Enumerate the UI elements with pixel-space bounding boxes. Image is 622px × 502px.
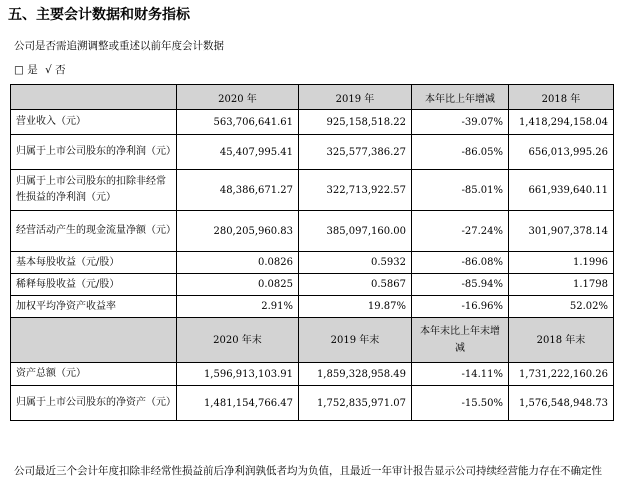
header-cell bbox=[11, 85, 177, 110]
header-row bbox=[11, 85, 614, 110]
cell-value: 2.91% bbox=[177, 296, 299, 318]
cell-value: 1,481,154,766.47 bbox=[177, 386, 299, 421]
cell-value: 52.02% bbox=[509, 296, 614, 318]
cell-value: -85.94% bbox=[412, 274, 509, 296]
header-cell: 2019 年 bbox=[299, 85, 412, 110]
cell-value: 0.0825 bbox=[177, 274, 299, 296]
restatement-answer bbox=[14, 62, 70, 77]
financial-data-table bbox=[10, 84, 614, 421]
cell-value: 0.0826 bbox=[177, 252, 299, 274]
row-label: 加权平均净资产收益率 bbox=[11, 296, 177, 318]
row-label: 经营活动产生的现金流量净额（元） bbox=[11, 211, 177, 252]
header-cell: 2019 年末 bbox=[299, 318, 412, 363]
row-label: 资产总额（元） bbox=[11, 363, 177, 386]
cell-value: -15.50% bbox=[412, 386, 509, 421]
cell-value: 0.5867 bbox=[299, 274, 412, 296]
section-heading: 五、主要会计数据和财务指标 bbox=[8, 7, 190, 23]
table-row bbox=[11, 135, 614, 170]
cell-value: -85.01% bbox=[412, 170, 509, 211]
cell-value: 45,407,995.41 bbox=[177, 135, 299, 170]
cell-value: 0.5932 bbox=[299, 252, 412, 274]
cell-value: 1.1996 bbox=[509, 252, 614, 274]
row-label: 营业收入（元） bbox=[11, 110, 177, 135]
cell-value: 385,097,160.00 bbox=[299, 211, 412, 252]
cell-value: -39.07% bbox=[412, 110, 509, 135]
cell-value: 1,596,913,103.91 bbox=[177, 363, 299, 386]
header-row bbox=[11, 318, 614, 363]
going-concern-note: 公司最近三个会计年度扣除非经常性损益前后净利润孰低者均为负值，且最近一年审计报告显示公司持续经营能力存在不确定性 bbox=[14, 465, 602, 477]
cell-value: 1,859,328,958.49 bbox=[299, 363, 412, 386]
cell-value: 301,907,378.14 bbox=[509, 211, 614, 252]
row-label: 归属于上市公司股东的扣除非经常性损益的净利润（元） bbox=[11, 170, 177, 211]
table-row bbox=[11, 211, 614, 252]
cell-value: 563,706,641.61 bbox=[177, 110, 299, 135]
header-cell: 本年比上年增减 bbox=[412, 85, 509, 110]
option-no: √ 否 bbox=[45, 64, 66, 76]
cell-value: 1,418,294,158.04 bbox=[509, 110, 614, 135]
restatement-question: 公司是否需追溯调整或重述以前年度会计数据 bbox=[14, 40, 224, 52]
cell-value: 661,939,640.11 bbox=[509, 170, 614, 211]
cell-value: -86.05% bbox=[412, 135, 509, 170]
table-row bbox=[11, 252, 614, 274]
cell-value: 1,576,548,948.73 bbox=[509, 386, 614, 421]
cell-value: 322,713,922.57 bbox=[299, 170, 412, 211]
table-row bbox=[11, 274, 614, 296]
cell-value: -86.08% bbox=[412, 252, 509, 274]
cell-value: -27.24% bbox=[412, 211, 509, 252]
cell-value: 1.1798 bbox=[509, 274, 614, 296]
option-yes: □ 是 bbox=[14, 64, 38, 76]
header-cell: 2020 年 bbox=[177, 85, 299, 110]
header-cell: 2018 年 bbox=[509, 85, 614, 110]
cell-value: 48,386,671.27 bbox=[177, 170, 299, 211]
table-row bbox=[11, 110, 614, 135]
header-cell bbox=[11, 318, 177, 363]
header-cell: 2018 年末 bbox=[509, 318, 614, 363]
row-label: 归属于上市公司股东的净资产（元） bbox=[11, 386, 177, 421]
row-label: 归属于上市公司股东的净利润（元） bbox=[11, 135, 177, 170]
header-cell: 2020 年末 bbox=[177, 318, 299, 363]
cell-value: -14.11% bbox=[412, 363, 509, 386]
row-label: 稀释每股收益（元/股） bbox=[11, 274, 177, 296]
table-row bbox=[11, 363, 614, 386]
cell-value: 925,158,518.22 bbox=[299, 110, 412, 135]
cell-value: 19.87% bbox=[299, 296, 412, 318]
table-row bbox=[11, 170, 614, 211]
header-cell: 本年末比上年末增减 bbox=[412, 318, 509, 363]
cell-value: 656,013,995.26 bbox=[509, 135, 614, 170]
cell-value: -16.96% bbox=[412, 296, 509, 318]
table-row bbox=[11, 296, 614, 318]
row-label: 基本每股收益（元/股） bbox=[11, 252, 177, 274]
cell-value: 1,752,835,971.07 bbox=[299, 386, 412, 421]
cell-value: 325,577,386.27 bbox=[299, 135, 412, 170]
table-row bbox=[11, 386, 614, 421]
cell-value: 1,731,222,160.26 bbox=[509, 363, 614, 386]
cell-value: 280,205,960.83 bbox=[177, 211, 299, 252]
